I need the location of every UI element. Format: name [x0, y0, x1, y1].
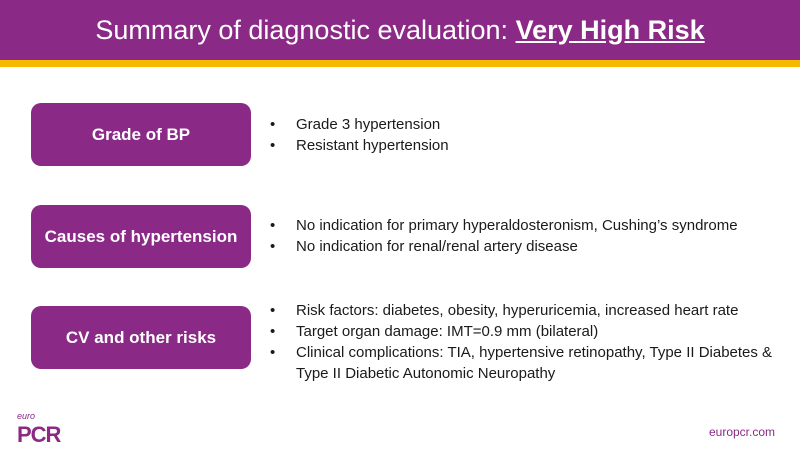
list-item: • No indication for primary hyperaldosteronism, Cushing’s syndrome [270, 215, 790, 236]
list-item: • No indication for renal/renal artery disease [270, 236, 790, 257]
cv-and-other-risks-label: CV and other risks [31, 306, 251, 369]
list-item: • Target organ damage: IMT=0.9 mm (bilateral) [270, 321, 790, 342]
list-item: • Resistant hypertension [270, 135, 790, 156]
slide-header [0, 0, 800, 60]
slide-title: Summary of diagnostic evaluation: [95, 14, 509, 45]
list-item: • Grade 3 hypertension [270, 114, 790, 135]
list-item: • Risk factors: diabetes, obesity, hyperuricemia, increased heart rate [270, 300, 790, 321]
causes-of-hypertension-label: Causes of hypertension [31, 205, 251, 268]
causes-of-hypertension-list [270, 215, 790, 257]
logo-pcr-text: PCR [17, 422, 61, 447]
list-item: • Clinical complications: TIA, hypertensive retinopathy, Type II Diabetes & Type II Diabetic Autonomic Neuropathy [270, 342, 790, 384]
header-divider [0, 60, 800, 67]
footer-url: europcr.com [708, 425, 775, 439]
grade-of-bp-label: Grade of BP [31, 103, 251, 166]
grade-of-bp-list [270, 114, 790, 156]
risk-level: Very High Risk [515, 14, 705, 45]
logo-euro-text: euro [17, 411, 36, 421]
cv-and-other-risks-list [270, 300, 790, 384]
